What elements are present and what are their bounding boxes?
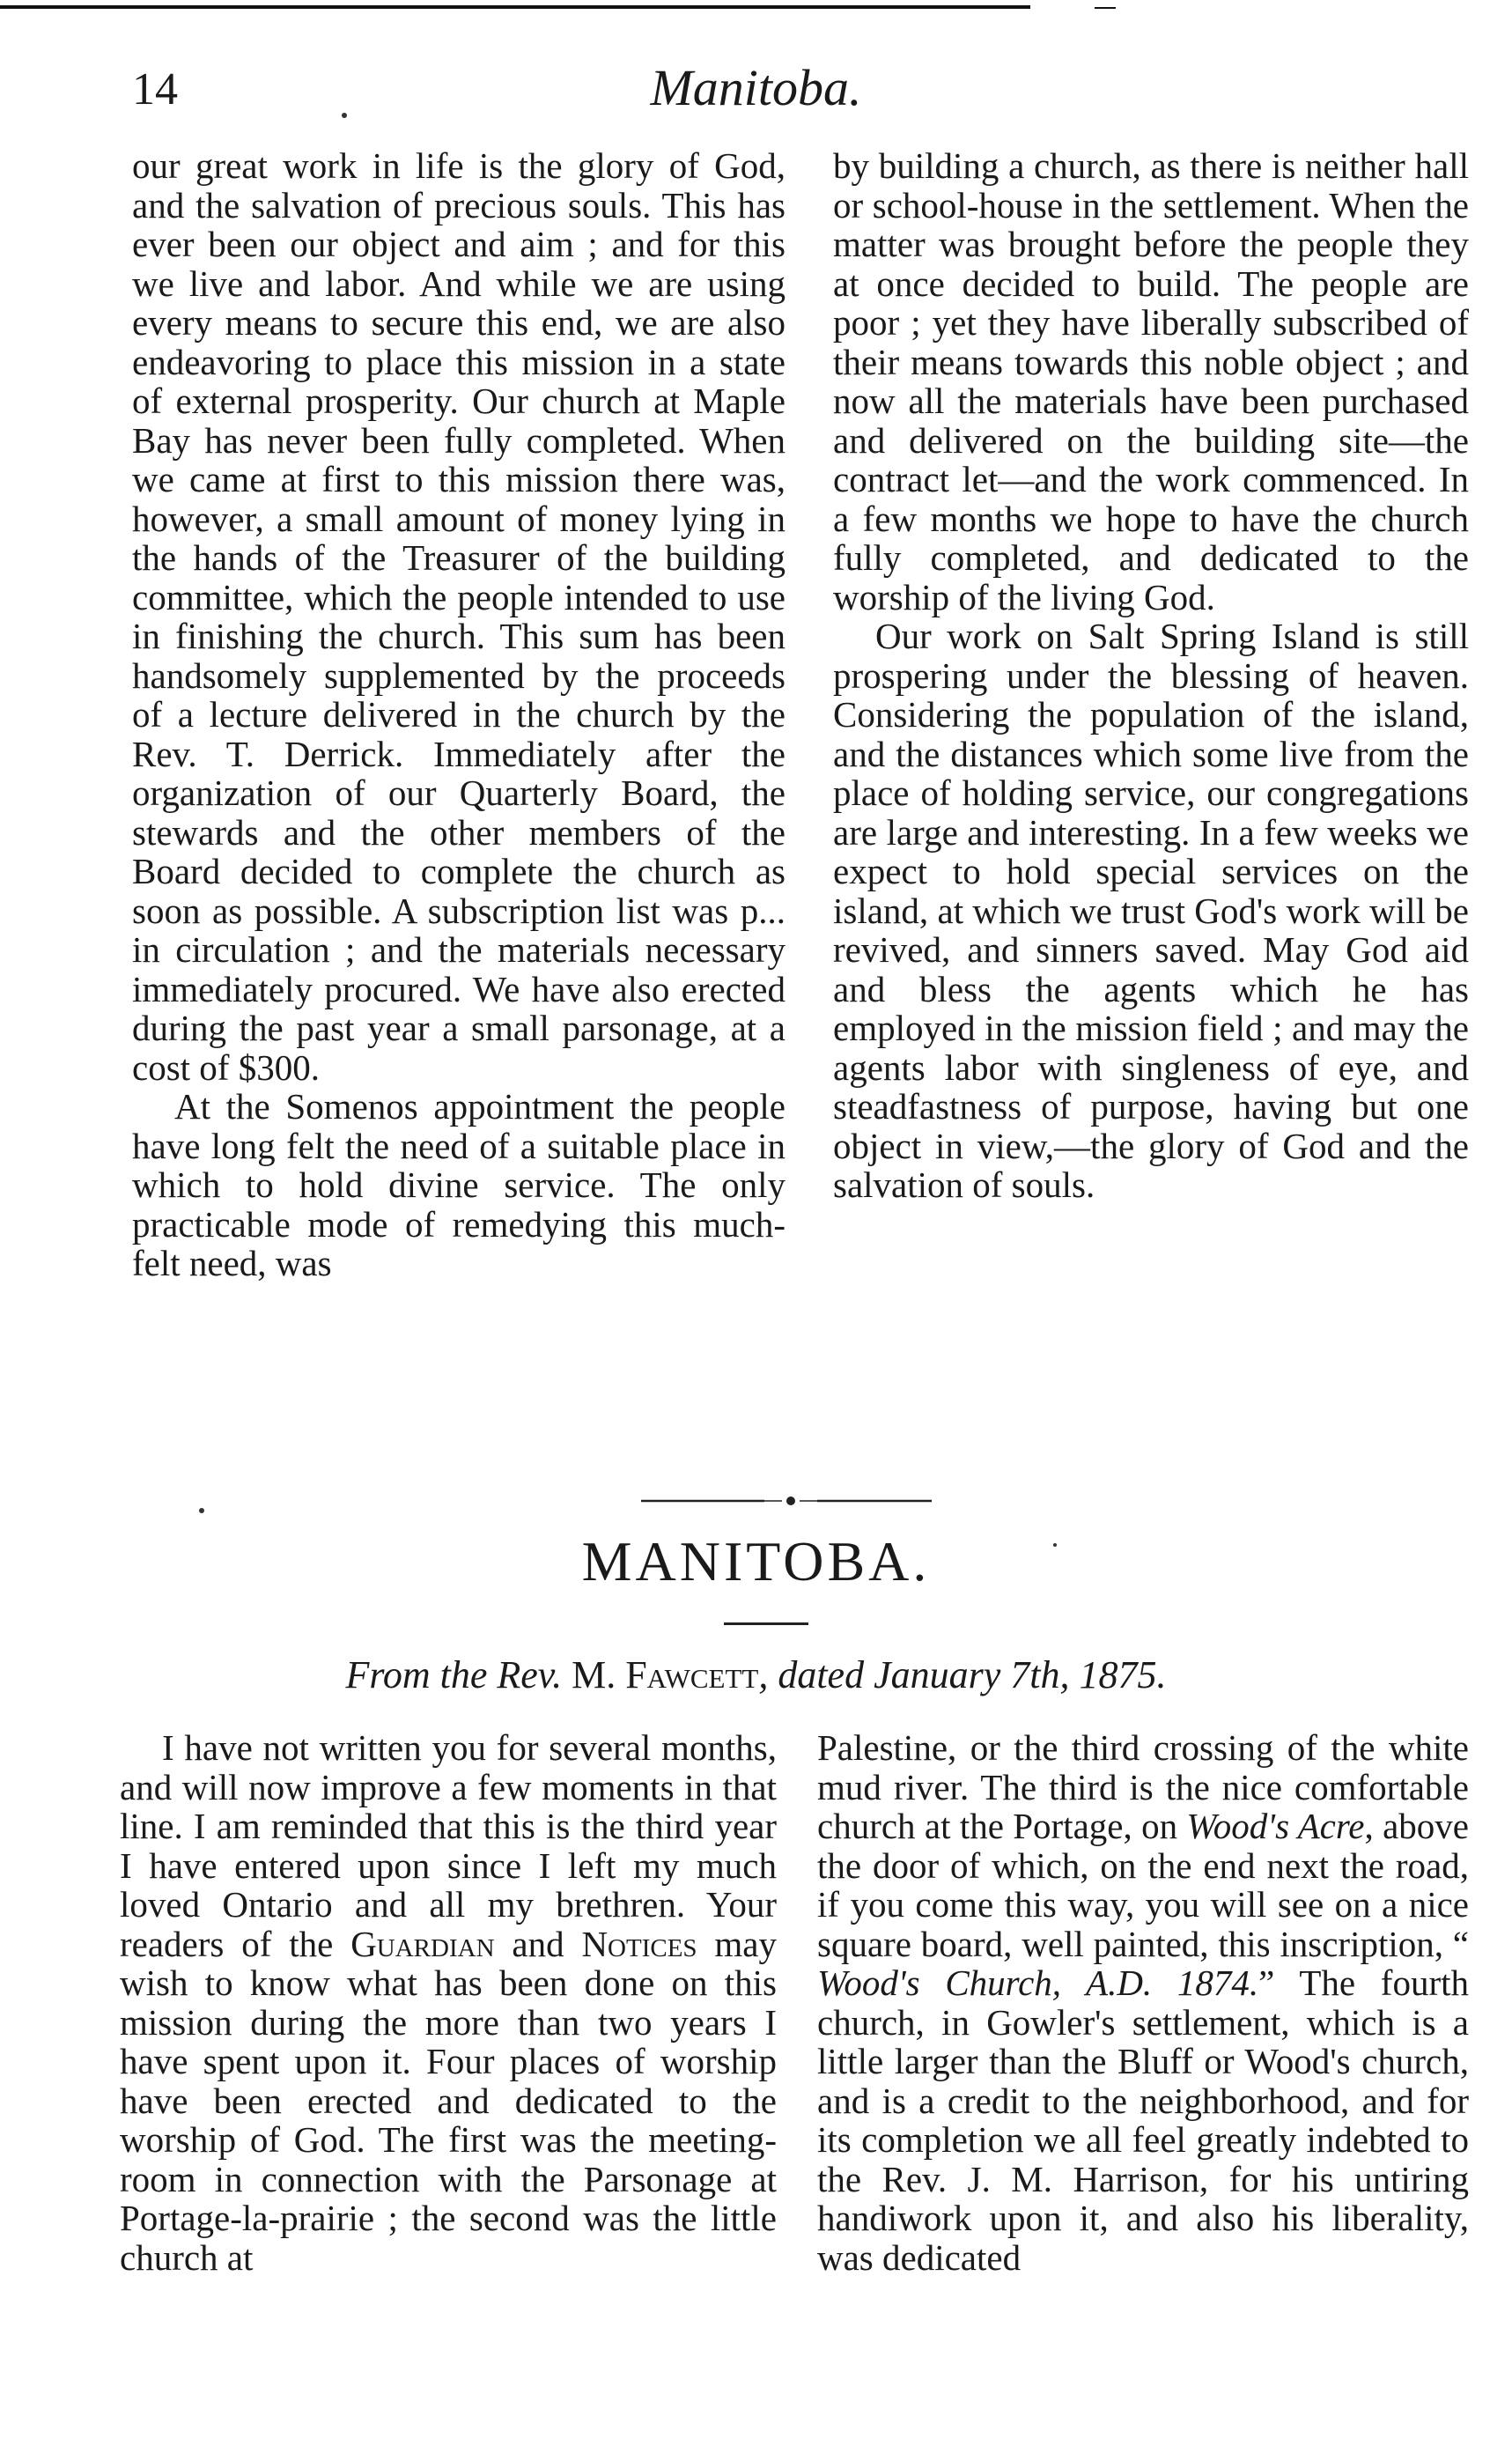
page-number: 14 [132,64,178,115]
text-run: I have not written you for several months, and will now improve a few moments in that line. I am reminded that this is the third year I have entered upon since I left my much loved Ontario and all my brethren. Your readers of the [120,1727,777,1964]
lower-left-column [120,1728,777,2277]
byline-name: M. Fawcett [572,1653,759,1696]
paragraph [120,1728,777,2277]
place-name: Wood's Acre [1186,1806,1365,1846]
paragraph: At the Somenos appointment the people have long felt the need of a suitable place in which to hold divine service. The only practicable mode of remedying this much-felt need, was [132,1086,786,1283]
heading-rule [724,1622,808,1625]
section-heading: MANITOBA. [581,1530,931,1593]
text-run: and [494,1923,582,1964]
paragraph [817,1728,1469,2277]
paragraph: by building a church, as there is neither hall or school-house in the settlement. When the matter was brought before the people they at once decided to build. The people are poor ; yet they have liberally subscribed of their means towards this noble object ; and now all the materials have been purchased and delivered on the building site—the contract let—and the work commenced. In a few months we hope to have the church fully completed, and dedicated to the worship of the living God. [833,145,1469,617]
print-speck [342,113,347,118]
section-divider-ornament [641,1492,932,1510]
top-border-rule [0,5,1030,9]
text-run: may wish to know what has been done on this mission during the more than two years I have spent upon it. Four places of worship have been erected and dedicated to the worship of God. The first was the meeting-room in connection with the Parsonage at Portage-la-prairie ; the second was the little church at [120,1923,777,2278]
upper-left-column [132,146,786,1283]
byline-date: , dated January 7th, 1875. [758,1653,1167,1696]
paragraph: our great work in life is the glory of God, and the salvation of precious souls. This has ever been our object and aim ; and for this we live and labor. And while we are using every means to secure this end, we are also endeavoring to place this mission in a state of external prosperity. Our church at Maple Bay has never been fully completed. When we came at first to this mission there was, however, a small amount of money lying in the hands of the Treasurer of the building committee, which the people intended to use in finishing the church. This sum has been handsomely supplemented by the proceeds of a lecture delivered in the church by the Rev. T. Derrick. Immediately after the organization of our Quarterly Board, the stewards and the other members of the Board decided to complete the church as soon as possible. A subscription list was p... in circulation ; and the materials necessary immediately procured. We have also erected during the past year a small parsonage, at a cost of $300. [132,145,786,1088]
text-run: , above the door of which, on the end next the road, if you come this way, you will see on a nice square board, well painted, this inscription, “ [817,1806,1470,1964]
lower-right-column [817,1728,1469,2277]
upper-right-column [833,146,1469,1205]
publication-name: Notices [581,1923,697,1964]
byline [0,1652,1512,1697]
print-speck [199,1508,204,1513]
inscription: Wood's Church, A.D. 1874. [817,1962,1259,2003]
top-border-tick [1095,7,1116,9]
byline-from: From the Rev. [345,1653,563,1696]
publication-name: Guardian [350,1923,495,1964]
text-run: ” The fourth church, in Gowler's settlement, which is a little larger than the Bluff or Wood's church, and is a credit to the neighborhood, and for its completion we all feel greatly indebted to the Rev. J. M. Harrison, for his untiring handiwork upon it, and also his liberality, was dedicated [817,1962,1469,2278]
running-title: Manitoba. [650,59,862,116]
paragraph: Our work on Salt Spring Island is still prospering under the blessing of heaven. Considering the population of the island, and the distances which some live from the place of holding service, our congregations are large and interesting. In a few weeks we expect to hold special services on the island, at which we trust God's work will be revived, and sinners saved. May God aid and bless the agents which he has employed in the mission field ; and may the agents labor with singleness of eye, and steadfastness of purpose, having but one object in view,—the glory of God and the salvation of souls. [833,616,1469,1205]
text-run: Palestine, or the third crossing of the white mud river. The third is the nice comfortable church at the Portage, on [817,1727,1469,1846]
